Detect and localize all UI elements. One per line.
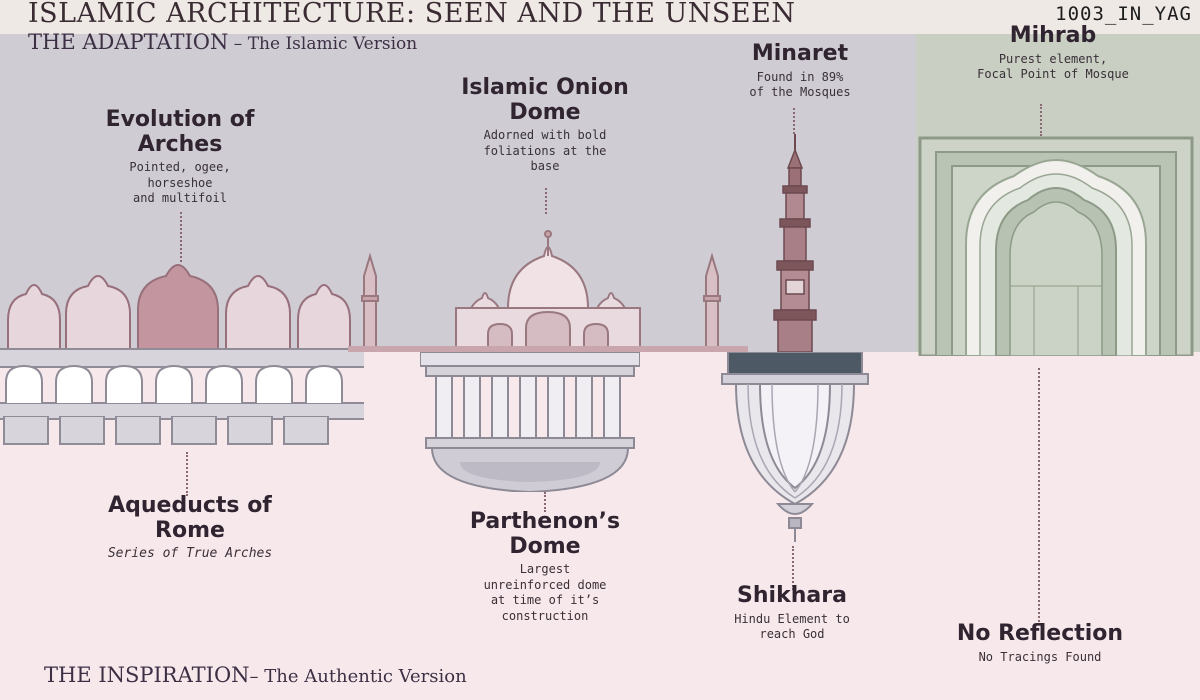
annotation-islamic-onion-dome-desc: Adorned with bold foliations at the base [483,128,607,174]
annotation-no-reflection-title: No Reflection [956,621,1124,646]
aqueduct-arch-row-svg [0,364,364,404]
page-title: ISLAMIC ARCHITECTURE: SEEN AND THE UNSEEN [28,0,796,29]
annotation-aqueducts-of-rome-title: Aqueducts of Rome [108,493,272,543]
annotation-shikhara [692,584,892,643]
leader-line-arches [180,212,182,262]
leader-line-aqueducts [186,452,188,496]
annotation-minaret-title: Minaret [751,41,849,66]
annotation-minaret [700,42,900,101]
annotation-islamic-onion-dome-title: Islamic Onion Dome [461,75,629,125]
aqueduct-piers-svg [0,416,364,446]
adaptation-heading-sub: – The Islamic Version [228,34,418,54]
annotation-evolution-of-arches-title: Evolution of Arches [105,107,255,157]
annotation-shikhara-title: Shikhara [737,583,847,608]
annotation-mihrab-title: Mihrab [1009,23,1097,48]
arches-top-row-svg [0,262,364,354]
annotation-islamic-onion-dome [420,76,670,175]
aqueduct-arcade-illustration [0,262,364,444]
leader-line-dome [545,188,547,214]
leader-line-no-reflection [1038,368,1040,622]
mihrab-illustration [918,136,1194,356]
annotation-mihrab [908,24,1198,83]
minaret-illustration [750,134,840,352]
annotation-shikhara-desc: Hindu Element to reach God [734,611,850,642]
adaptation-heading [28,30,417,54]
shikhara-illustration [720,352,870,542]
inspiration-heading-sub: – The Authentic Version [249,666,467,687]
annotation-no-reflection [900,622,1180,665]
annotation-parthenons-dome-desc: Largest unreinforced dome at time of it’s construction [483,562,607,624]
annotation-aqueducts-of-rome-desc: Series of True Arches [107,546,273,562]
annotation-no-reflection-desc: No Tracings Found [978,649,1102,664]
annotation-aqueducts-of-rome [66,494,314,563]
annotation-mihrab-desc: Purest element, Focal Point of Mosque [977,51,1129,82]
inspiration-heading [44,663,467,687]
parthenon-dome-illustration [420,352,640,492]
annotation-minaret-desc: Found in 89% of the Mosques [749,69,851,100]
inspiration-heading-main: THE INSPIRATION [44,663,250,687]
slide-code-label: 1003_IN_YAG [1055,3,1192,25]
annotation-evolution-of-arches-desc: Pointed, ogee, horseshoe and multifoil [129,160,231,206]
taj-mahal-illustration [348,212,748,352]
annotation-evolution-of-arches [60,108,300,207]
leader-line-mihrab [1040,104,1042,136]
annotation-parthenons-dome-title: Parthenon’s Dome [469,509,621,559]
leader-line-minaret [793,108,795,134]
annotation-parthenons-dome [430,510,660,625]
adaptation-heading-main: THE ADAPTATION [28,30,229,54]
